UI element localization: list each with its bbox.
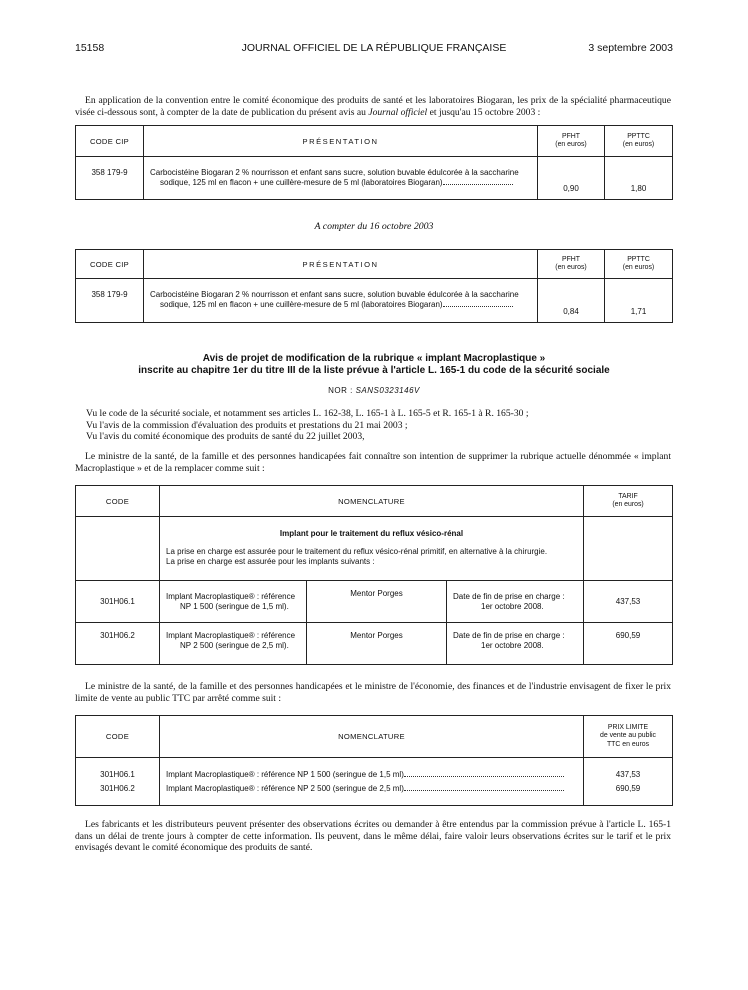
intro-paragraph [75, 95, 671, 118]
section-title: Implant pour le traitement du reflux vésico-rénal [279, 529, 464, 538]
table-row: 301H06.1 Implant Macroplastique® : référence NP 1 500 (seringue de 1,5 ml). Mentor Porges Date de fin de prise en charge : 1er octobre 2008. 437,53 [76, 581, 673, 623]
visas [86, 408, 676, 443]
col-presentation: PRÉSENTATION [144, 126, 538, 157]
row-code: 358 179-9 [76, 279, 144, 323]
intro-text-before: En application de la convention entre le comité économique des produits de santé et les laboratoires Biogaran, les prix de la spécialité pharmaceutique visée ci-dessous sont, à compter de la date de publication du présent avis au [75, 95, 671, 118]
visa-2: Vu l'avis de la commission d'évaluation des produits et prestations du 21 mai 2003 ; [86, 419, 408, 431]
effective-date-subheading: A compter du 16 octobre 2003 [314, 221, 434, 232]
col-nomenclature: NOMENCLATURE [160, 486, 584, 517]
price-table-from-oct16 [75, 249, 673, 323]
col-ppttc: PPTTC (en euros) [605, 126, 673, 157]
col-code-cip: CODE CIP [76, 126, 144, 157]
intro-text-after: et jusqu'au 15 octobre 2003 : [427, 106, 541, 118]
col-pfht: PFHT (en euros) [538, 126, 605, 157]
col-ppttc: PPTTC (en euros) [605, 250, 673, 279]
descriptions: Implant Macroplastique® : référence NP 1 500 (seringue de 1,5 ml) Implant Macroplastique® : référence NP 2 500 (seringue de 2,5 ml) [160, 758, 584, 806]
col-presentation: PRÉSENTATION [144, 250, 538, 279]
price-table-current [75, 125, 673, 200]
col-code: CODE [76, 486, 160, 517]
intro-journal-italic: Journal officiel [368, 106, 428, 118]
row-pfht: 0,84 [538, 279, 605, 323]
notice-paragraph: Le ministre de la santé, de la famille et des personnes handicapées fait connaître son intention de supprimer la rubrique actuelle dénommée « implant Macroplastique » et de la remplacer comme suit : [75, 451, 671, 474]
row-ppttc: 1,71 [605, 279, 673, 323]
col-price-limit: PRIX LIMITE de vente au public TTC en euros [584, 716, 673, 758]
row-ppttc: 1,80 [605, 157, 673, 200]
row-code: 358 179-9 [76, 157, 144, 200]
col-pfht: PFHT (en euros) [538, 250, 605, 279]
price-paragraph: Le ministre de la santé, de la famille et des personnes handicapées et le ministre de l'économie, des finances et de l'industrie envisagent de fixer le prix limite de vente au public TTC par arrêté comme suit : [75, 681, 671, 704]
nomenclature-table [75, 485, 673, 665]
col-tarif: TARIF (en euros) [584, 486, 673, 517]
col-nomenclature: NOMENCLATURE [160, 716, 584, 758]
issue-date: 3 septembre 2003 [588, 42, 673, 54]
row-pfht: 0,90 [538, 157, 605, 200]
nor-reference: NOR : SANS0323146V [328, 386, 420, 395]
visa-1: Vu le code de la sécurité sociale, et notamment ses articles L. 162-38, L. 165-1 à L. 165-5 et R. 165-1 à R. 165-30 ; [86, 408, 529, 419]
row-presentation: Carbocistéine Biogaran 2 % nourrisson et enfant sans sucre, solution buvable édulcorée à la saccharine sodique, 125 ml en flacon + une cuillère-mesure de 5 ml (laboratoires Biogaran) [144, 157, 538, 200]
journal-title: JOURNAL OFFICIEL DE LA RÉPUBLIQUE FRANÇAISE [241, 42, 507, 54]
row-presentation: Carbocistéine Biogaran 2 % nourrisson et enfant sans sucre, solution buvable édulcorée à la saccharine sodique, 125 ml en flacon + une cuillère-mesure de 5 ml (laboratoires Biogaran) [144, 279, 538, 323]
section-description: Implant pour le traitement du reflux vésico-rénal La prise en charge est assurée pour le traitement du reflux vésico-rénal primitif, en alternative à la chirurgie. La prise en charge est assurée pour les implants suivants : [160, 517, 584, 581]
visa-3: Vu l'avis du comité économique des produits de santé du 22 juillet 2003, [86, 431, 365, 442]
notice-title: Avis de projet de modification de la rubrique « implant Macroplastique » inscrite au chapitre 1er du titre III de la liste prévue à l'article L. 165-1 du code de la sécurité sociale [138, 353, 610, 376]
closing-paragraph: Les fabricants et les distributeurs peuvent présenter des observations écrites ou demander à être entendus par la commission prévue à l'article L. 165-1 dans un délai de trente jours à compter de cette information. Ils peuvent, dans le même délai, faire valoir leurs observations écrites sur le tarif et le prix envisagés devant le comité économique des produits de santé. [75, 819, 671, 853]
col-code: CODE [76, 716, 160, 758]
table-row: 301H06.2 Implant Macroplastique® : référence NP 2 500 (seringue de 2,5 ml). Mentor Porges Date de fin de prise en charge : 1er octobre 2008. 690,59 [76, 623, 673, 665]
page-number: 15158 [75, 42, 105, 54]
prices: 437,53 690,59 [584, 758, 673, 806]
codes: 301H06.1 301H06.2 [76, 758, 160, 806]
price-limit-table [75, 715, 673, 806]
col-code-cip: CODE CIP [76, 250, 144, 279]
